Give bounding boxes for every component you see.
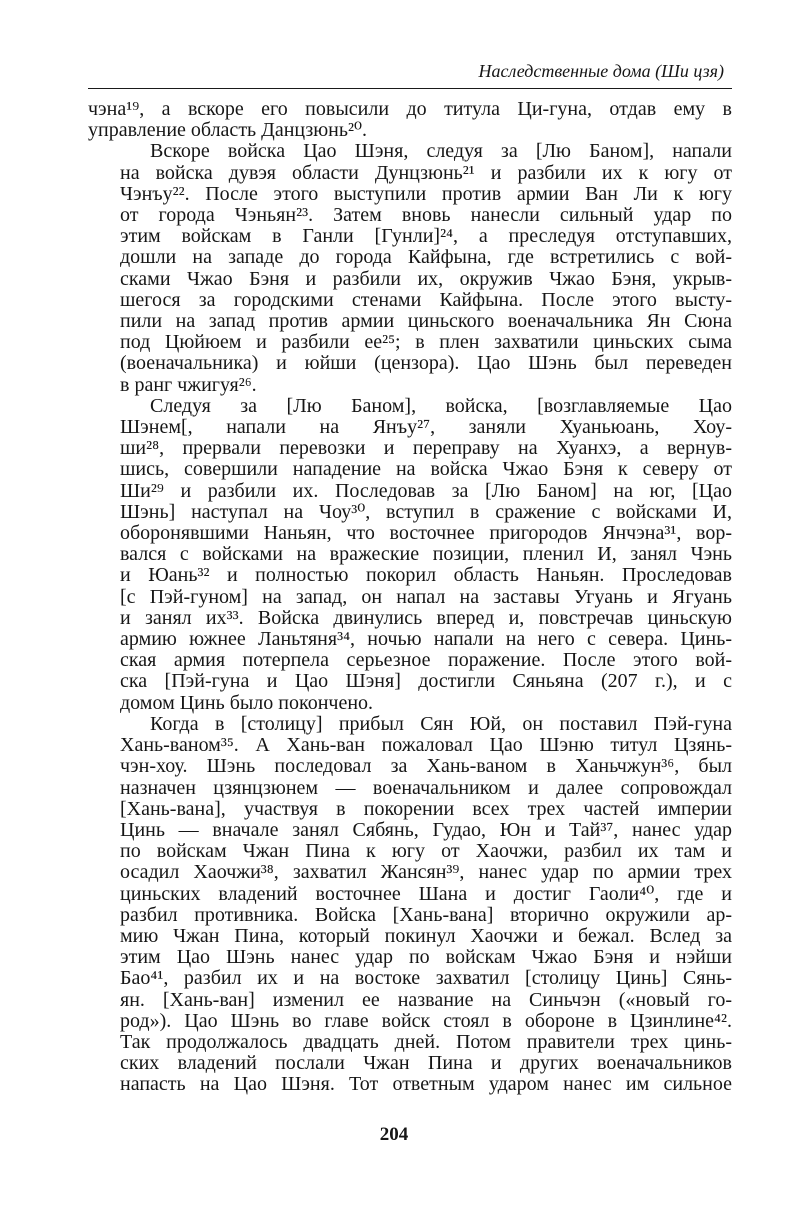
text-line: Бао⁴¹, разбил их и на востоке захватил [столицу Цинь] Сянь- <box>120 967 732 990</box>
text-line: осадил Хаочжи³⁸, захватил Жансян³⁹, нанес удар по армии трех <box>120 861 732 884</box>
text-line: ских владений послали Чжан Пина и других военачальников <box>120 1052 732 1075</box>
text-line: этим войскам в Ганли [Гунли]²⁴, а преследуя отступавших, <box>120 225 732 248</box>
text-line: Так продолжалось двадцать дней. Потом правители трех цинь- <box>120 1030 732 1053</box>
text-line: на войска дувэя области Дунцзюнь²¹ и разбили их к югу от <box>120 161 732 184</box>
text-line: циньских владений восточнее Шана и достиг Гаоли⁴⁰, где и <box>120 882 732 905</box>
text-line: (военачальника) и юйши (цензора). Цао Шэнь был переведен <box>120 352 732 375</box>
text-line: по войскам Чжан Пина к югу от Хаочжи, разбил их там и <box>120 840 732 863</box>
text-line: пили на запад против армии циньского военачальника Ян Сюна <box>120 310 732 333</box>
page-body <box>88 58 732 1096</box>
text-line: сками Чжао Бэня и разбили их, окружив Чжао Бэня, укрыв- <box>120 267 732 290</box>
text-line: Когда в [столицу] прибыл Сян Юй, он поставил Пэй-гуна <box>150 712 732 735</box>
text-line: оборонявшими Наньян, что восточнее пригородов Янчэна³¹, вор- <box>120 522 732 545</box>
paragraph <box>88 99 732 141</box>
text-line: напасть на Цао Шэня. Тот ответным ударом нанес им сильное <box>120 1073 732 1096</box>
body-text <box>88 99 732 1096</box>
text-line: домом Цинь было покончено. <box>120 691 374 714</box>
text-line: чэна¹⁹, а вскоре его повысили до титула Ци-гуна, отдав ему в <box>88 98 732 120</box>
text-line: шегося за городскими стенами Кайфына. После этого высту- <box>120 288 732 311</box>
text-line: назначен цзянцзюнем — военачальником и далее сопровождал <box>120 776 732 799</box>
text-line: шись, совершили нападение на войска Чжао Бэня к северу от <box>120 458 732 481</box>
text-line: Хань-ваном³⁵. А Хань-ван пожаловал Цао Шэню титул Цзянь- <box>120 734 732 757</box>
text-line: Шэнем[, напали на Янъу²⁷, заняли Хуаньюань, Хоу- <box>120 416 732 439</box>
text-line: мию Чжан Пина, который покинул Хаочжи и бежал. Вслед за <box>120 924 732 947</box>
text-line: и занял их³³. Войска двинулись вперед и, повстречав циньскую <box>120 606 732 629</box>
page-number: 204 <box>379 1124 409 1145</box>
text-line: Шэнь] наступал на Чоу³⁰, вступил в сражение с войсками И, <box>120 500 732 523</box>
text-line: Цинь — вначале занял Сябянь, Гудао, Юн и Тай³⁷, нанес удар <box>120 818 732 841</box>
text-line: Чэнъу²². После этого выступили против армии Ван Ли к югу <box>120 182 732 205</box>
text-line: от города Чэньян²³. Затем вновь нанесли сильный удар по <box>120 204 732 227</box>
text-line: вался с войсками на вражеские позиции, пленил И, занял Чэнь <box>120 543 732 566</box>
text-line: в ранг чжигуя²⁶. <box>120 373 257 396</box>
text-line: чэн-хоу. Шэнь последовал за Хань-ваном в Ханьчжун³⁶, был <box>120 755 732 778</box>
text-line: под Цюйюем и разбили ее²⁵; в плен захватили циньских сыма <box>120 331 732 354</box>
text-line: ши²⁸, прервали перевозки и переправу на Хуанхэ, а вернув- <box>120 437 732 460</box>
paragraph <box>88 714 732 1096</box>
text-line: управление область Данцзюнь²⁰. <box>88 119 368 142</box>
running-head: Наследственные дома (Ши цзя) <box>478 61 724 81</box>
text-line: Вскоре войска Цао Шэня, следуя за [Лю Баном], напали <box>150 140 732 163</box>
text-line: разбил противника. Войска [Хань-вана] вторично окружили ар- <box>120 903 732 926</box>
text-line: ска [Пэй-гуна и Цао Шэня] достигли Сяньяна (207 г.), и с <box>120 670 732 693</box>
text-line: Следуя за [Лю Баном], войска, [возглавляемые Цао <box>150 394 732 417</box>
text-line: этим Цао Шэнь нанес удар по войскам Чжао Бэня и нэйши <box>120 946 732 969</box>
text-line: Ши²⁹ и разбили их. Последовав за [Лю Баном] на юг, [Цао <box>120 479 732 502</box>
text-line: армию южнее Ланьтяня³⁴, ночью напали на него с севера. Цинь- <box>120 628 732 651</box>
text-line: ян. [Хань-ван] изменил ее название на Синьчэн («новый го- <box>120 988 732 1011</box>
header-rule <box>88 88 732 89</box>
text-line: род»). Цао Шэнь во главе войск стоял в обороне в Цзинлине⁴². <box>120 1009 732 1032</box>
paragraph <box>88 141 732 395</box>
text-line: ская армия потерпела серьезное поражение. После этого вой- <box>120 649 732 672</box>
text-line: [с Пэй-гуном] на запад, он напал на заставы Угуань и Ягуань <box>120 585 732 608</box>
text-line: и Юань³² и полностью покорил область Наньян. Проследовав <box>120 564 732 587</box>
paragraph <box>88 396 732 714</box>
text-line: [Хань-вана], участвуя в покорении всех трех частей империи <box>120 797 732 820</box>
text-line: дошли на западе до города Кайфына, где встретились с вой- <box>120 246 732 269</box>
